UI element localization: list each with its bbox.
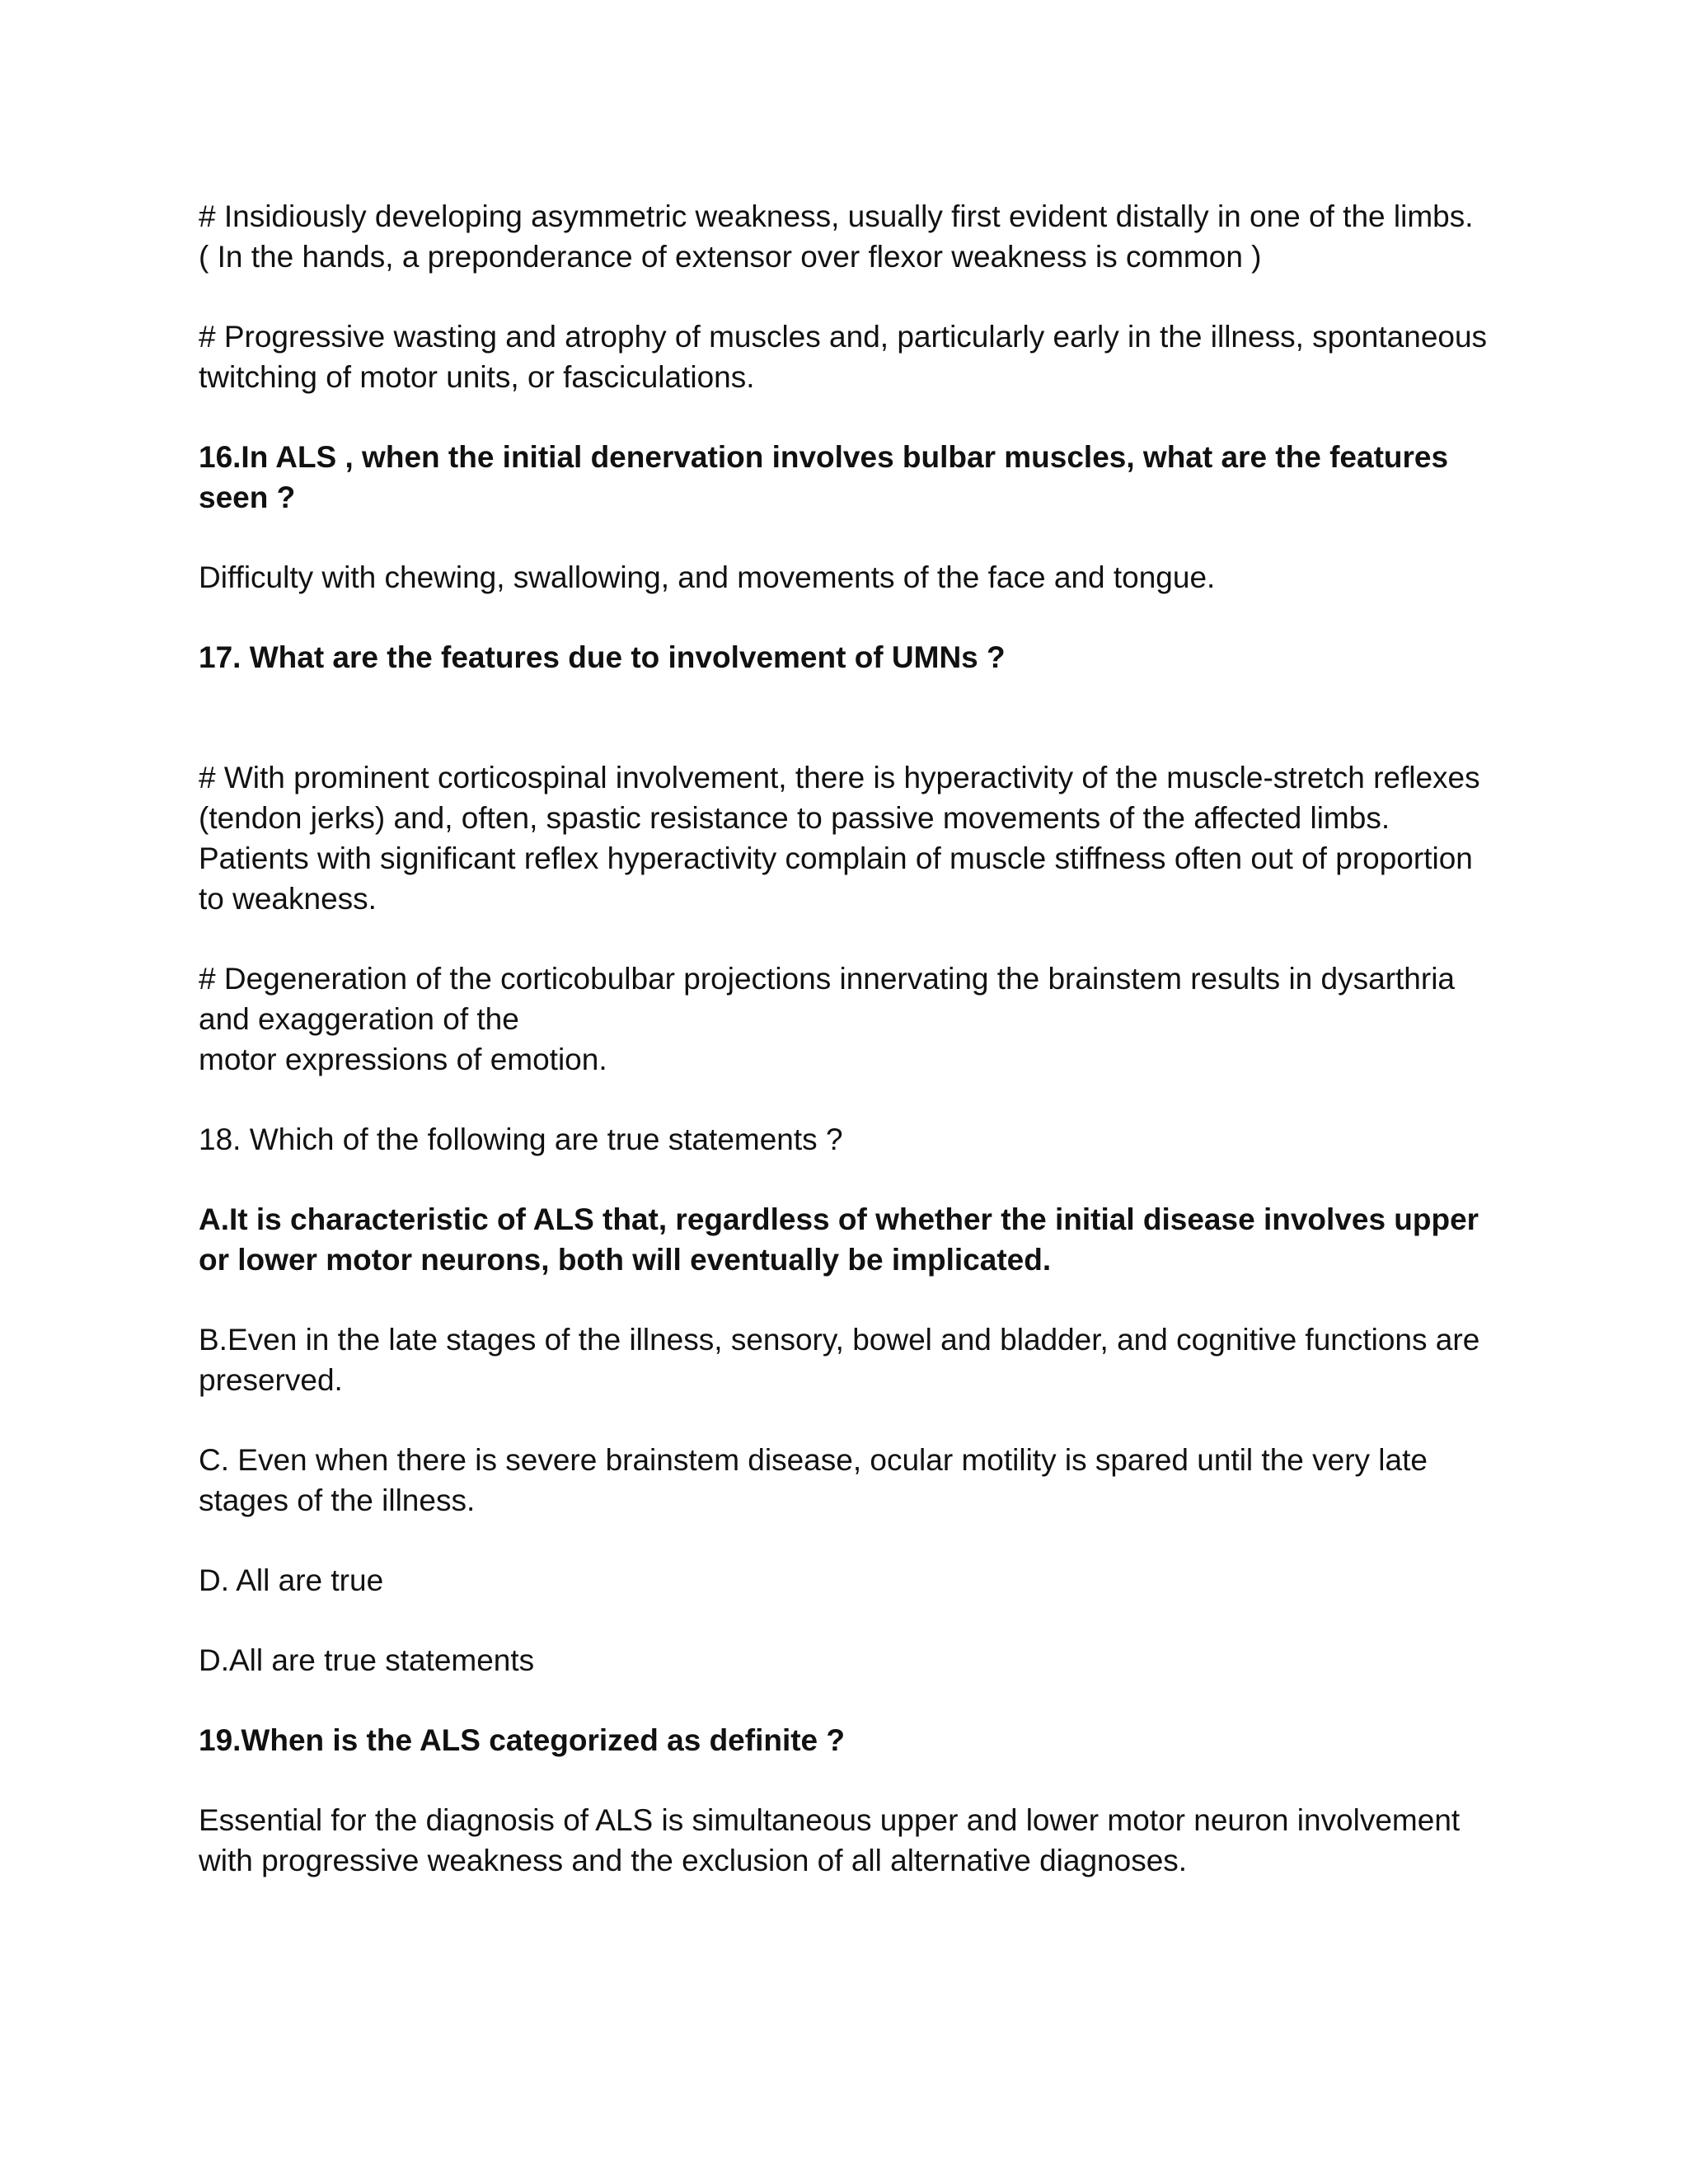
text-line: # Insidiously developing asymmetric weakness, usually first evident distally in one of the limbs.	[199, 199, 1474, 233]
question-18-option-c	[199, 1440, 1501, 1521]
text-line: Difficulty with chewing, swallowing, and movements of the face and tongue.	[199, 560, 1216, 594]
text-line: Patients with significant reflex hyperactivity complain of muscle stiffness often out of proportion	[199, 841, 1473, 875]
text-line: (tendon jerks) and, often, spastic resistance to passive movements of the affected limbs.	[199, 801, 1390, 835]
question-18-option-a	[199, 1199, 1501, 1280]
text-line: D. All are true	[199, 1563, 384, 1597]
text-line: or lower motor neurons, both will eventually be implicated.	[199, 1243, 1052, 1277]
text-line: to weakness.	[199, 882, 377, 916]
text-line: D.All are true statements	[199, 1643, 535, 1677]
answer-17-corticospinal	[199, 757, 1501, 919]
text-line: preserved.	[199, 1363, 343, 1397]
text-line: stages of the illness.	[199, 1483, 476, 1517]
text-line: # Progressive wasting and atrophy of muscles and, particularly early in the illness, spontaneous	[199, 320, 1488, 354]
text-line: ( In the hands, a preponderance of extensor over flexor weakness is common )	[199, 240, 1262, 274]
text-line: B.Even in the late stages of the illness, sensory, bowel and bladder, and cognitive functions are	[199, 1323, 1480, 1357]
text-line: 18. Which of the following are true statements ?	[199, 1122, 843, 1156]
answer-19	[199, 1800, 1501, 1881]
question-19	[199, 1720, 1501, 1760]
text-line: twitching of motor units, or fasciculations.	[199, 360, 755, 394]
question-17	[199, 637, 1501, 677]
answer-17-corticobulbar	[199, 958, 1501, 1080]
text-line: # Degeneration of the corticobulbar projections innervating the brainstem results in dysarthria	[199, 962, 1455, 996]
text-line: C. Even when there is severe brainstem disease, ocular motility is spared until the very late	[199, 1443, 1428, 1477]
text-line: Essential for the diagnosis of ALS is simultaneous upper and lower motor neuron involvement	[199, 1803, 1461, 1837]
text-line: seen ?	[199, 480, 296, 514]
question-18-option-d	[199, 1560, 1501, 1601]
paragraph-lmn-wasting	[199, 316, 1501, 397]
text-line: motor expressions of emotion.	[199, 1043, 607, 1076]
text-line: with progressive weakness and the exclusion of all alternative diagnoses.	[199, 1844, 1188, 1877]
paragraph-lmn-weakness	[199, 196, 1501, 277]
text-line: 19.When is the ALS categorized as definite ?	[199, 1723, 846, 1757]
text-line: # With prominent corticospinal involvement, there is hyperactivity of the muscle-stretch reflexes	[199, 761, 1480, 794]
answer-18	[199, 1640, 1501, 1680]
question-18-option-b	[199, 1319, 1501, 1400]
question-16	[199, 437, 1501, 518]
text-line: and exaggeration of the	[199, 1002, 519, 1036]
text-line: A.It is characteristic of ALS that, regardless of whether the initial disease involves upper	[199, 1202, 1479, 1236]
document-page	[199, 196, 1501, 1920]
answer-16	[199, 557, 1501, 598]
text-line: 16.In ALS , when the initial denervation involves bulbar muscles, what are the features	[199, 440, 1449, 474]
text-line: 17. What are the features due to involvement of UMNs ?	[199, 640, 1006, 674]
question-18	[199, 1119, 1501, 1160]
